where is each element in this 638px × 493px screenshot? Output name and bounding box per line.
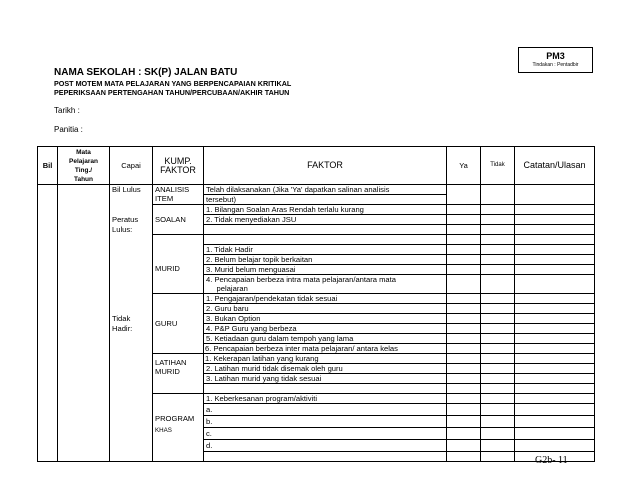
faktor-guru-6: 6. Pencapaian berbeza inter mata pelajaran/ antara kelas: [204, 344, 447, 354]
catatan-cell[interactable]: [515, 294, 595, 304]
ya-cell[interactable]: [447, 275, 481, 294]
group-soalan: SOALAN: [153, 205, 204, 235]
ya-cell[interactable]: [447, 314, 481, 324]
capai-blank: [110, 428, 153, 440]
table-row: [38, 314, 595, 324]
ya-cell[interactable]: [447, 304, 481, 314]
latihan-line1: LATIHAN: [155, 358, 187, 367]
table-row: [38, 404, 595, 416]
faktor-murid-2: 2. Belum belajar topik berkaitan: [204, 255, 447, 265]
faktor-murid-4a: 4. Pencapaian berbeza intra mata pelajaran/antara mata: [204, 275, 447, 285]
table-row: [38, 374, 595, 384]
ya-cell[interactable]: [447, 255, 481, 265]
program-line1: PROGRAM: [155, 414, 195, 423]
pm3-box: [518, 47, 593, 73]
faktor-program-1: 1. Keberkesanan program/aktiviti: [204, 394, 447, 404]
page-number: G2b- 11: [535, 455, 568, 466]
table-row: [38, 440, 595, 452]
faktor-guru-4: 4. P&P Guru yang berbeza: [204, 324, 447, 334]
faktor-guru-2: 2. Guru baru: [204, 304, 447, 314]
group-program-khas: [153, 394, 204, 462]
col-capai: Capai: [110, 147, 153, 185]
capai-blank: [110, 195, 153, 205]
capai-blank: [110, 354, 153, 364]
mata-pelajaran-cell[interactable]: [58, 185, 110, 462]
capai-blank: [110, 255, 153, 265]
table-row: [38, 324, 595, 334]
col-kump-line1: KUMP.: [164, 155, 192, 166]
faktor-guru-1: 1. Pengajaran/pendekatan tidak sesuai: [204, 294, 447, 304]
ya-cell[interactable]: [447, 440, 481, 452]
tidak-cell[interactable]: [481, 215, 515, 225]
tidak-cell[interactable]: [481, 225, 515, 235]
catatan-cell[interactable]: [515, 304, 595, 314]
table-row: [38, 394, 595, 404]
catatan-cell[interactable]: [515, 364, 595, 374]
col-mp-line1: Mata: [76, 148, 91, 156]
ya-cell[interactable]: [447, 225, 481, 235]
tarikh-label: Tarikh :: [54, 106, 80, 115]
catatan-cell[interactable]: [515, 275, 595, 294]
capai-blank: [110, 265, 153, 275]
col-mp-line2: Pelajaran: [69, 157, 98, 165]
catatan-cell[interactable]: [515, 255, 595, 265]
capai-blank: [110, 404, 153, 416]
catatan-cell[interactable]: [515, 265, 595, 275]
table-row: [38, 304, 595, 314]
ya-cell[interactable]: [447, 394, 481, 404]
capai-bil-lulus: Bil Lulus: [110, 185, 153, 195]
ya-cell[interactable]: [447, 384, 481, 394]
ya-cell[interactable]: [447, 185, 481, 205]
tidak-cell[interactable]: [481, 185, 515, 205]
faktor-program-d: d.: [204, 440, 447, 452]
postmortem-table: [37, 146, 595, 462]
table-row: [38, 245, 595, 255]
tidak-cell[interactable]: [481, 294, 515, 304]
capai-blank: [110, 235, 153, 245]
faktor-soalan-1: 1. Bilangan Soalan Aras Rendah terlalu kurang: [204, 205, 447, 215]
tidak-cell[interactable]: [481, 374, 515, 384]
faktor-guru-5: 5. Ketiadaan guru dalam tempoh yang lama: [204, 334, 447, 344]
col-mp-line3: Ting./: [74, 166, 93, 174]
ya-cell[interactable]: [447, 334, 481, 344]
ya-cell[interactable]: [447, 324, 481, 334]
catatan-cell[interactable]: [515, 334, 595, 344]
program-line2: KHAS: [155, 427, 172, 434]
form-code: PM3: [546, 51, 565, 61]
table-row: [38, 225, 595, 235]
col-catatan: Catatan/Ulasan: [515, 147, 595, 185]
capai-blank: [110, 440, 153, 452]
catatan-cell[interactable]: [515, 354, 595, 364]
catatan-cell[interactable]: [515, 404, 595, 416]
table-row: [38, 334, 595, 344]
tidak-cell[interactable]: [481, 334, 515, 344]
tidak-cell[interactable]: [481, 354, 515, 364]
table-row: [38, 215, 595, 225]
faktor-program-b: b.: [204, 416, 447, 428]
table-row: [38, 294, 595, 304]
ya-cell[interactable]: [447, 374, 481, 384]
capai-blank: [110, 384, 153, 394]
faktor-blank: [204, 452, 447, 462]
catatan-cell[interactable]: [515, 324, 595, 334]
tidak-cell[interactable]: [481, 394, 515, 404]
tidak-cell[interactable]: [481, 324, 515, 334]
tidak-cell[interactable]: [481, 205, 515, 215]
header-row: [38, 147, 595, 185]
ya-cell[interactable]: [447, 205, 481, 215]
catatan-cell[interactable]: [515, 394, 595, 404]
table-row: [38, 384, 595, 394]
col-mp-line4: Tahun: [73, 175, 93, 183]
faktor-latihan-2: 2. Latihan murid tidak disemak oleh guru: [204, 364, 447, 374]
group-murid: MURID: [153, 245, 204, 294]
table-row: [38, 452, 595, 462]
faktor-murid-1: 1. Tidak Hadir: [204, 245, 447, 255]
ya-cell[interactable]: [447, 344, 481, 354]
tidak-cell[interactable]: [481, 440, 515, 452]
table-row: [38, 364, 595, 374]
group-latihan-murid: [153, 354, 204, 394]
capai-blank: [110, 294, 153, 304]
bil-cell[interactable]: [38, 185, 58, 462]
ya-cell[interactable]: [447, 235, 481, 245]
capai-blank: [110, 374, 153, 384]
group-blank: [153, 235, 204, 245]
col-tidak: Tidak: [481, 147, 515, 185]
ya-cell[interactable]: [447, 416, 481, 428]
faktor-murid-3: 3. Murid belum menguasai: [204, 265, 447, 275]
faktor-murid-4b: pelajaran: [204, 284, 447, 294]
form-action: Tindakan : Pentadbir: [532, 62, 579, 68]
table-row: [38, 265, 595, 275]
tidak-cell[interactable]: [481, 404, 515, 416]
group-analisis-item: [153, 185, 204, 205]
catatan-cell[interactable]: [515, 235, 595, 245]
tidak-cell[interactable]: [481, 304, 515, 314]
catatan-cell[interactable]: [515, 215, 595, 225]
tidak-cell[interactable]: [481, 428, 515, 440]
analisis-line1: ANALISIS: [155, 185, 190, 194]
capai-blank: [110, 416, 153, 428]
ya-cell[interactable]: [447, 428, 481, 440]
capai-tidak-1: Tidak: [110, 314, 153, 324]
catatan-cell[interactable]: [515, 374, 595, 384]
form-title: [54, 79, 291, 97]
capai-blank: [110, 364, 153, 374]
faktor-blank: [204, 235, 447, 245]
analisis-line2: ITEM: [155, 194, 174, 203]
ya-cell[interactable]: [447, 265, 481, 275]
faktor-blank: [204, 384, 447, 394]
ya-cell[interactable]: [447, 364, 481, 374]
catatan-cell[interactable]: [515, 314, 595, 324]
catatan-cell[interactable]: [515, 205, 595, 215]
faktor-program-c: c.: [204, 428, 447, 440]
tidak-cell[interactable]: [481, 384, 515, 394]
capai-blank: [110, 284, 153, 294]
table-row: [38, 428, 595, 440]
capai-blank: [110, 205, 153, 215]
table-row: [38, 235, 595, 245]
faktor-program-a: a.: [204, 404, 447, 416]
tidak-cell[interactable]: [481, 255, 515, 265]
panitia-label: Panitia :: [54, 125, 83, 134]
col-bil: Bil: [38, 147, 58, 185]
catatan-cell[interactable]: [515, 416, 595, 428]
catatan-cell[interactable]: [515, 185, 595, 205]
table-row: [38, 255, 595, 265]
col-kump-faktor: [153, 147, 204, 185]
catatan-cell[interactable]: [515, 225, 595, 235]
col-kump-line2: FAKTOR: [160, 164, 196, 175]
catatan-cell[interactable]: [515, 384, 595, 394]
catatan-cell[interactable]: [515, 428, 595, 440]
col-faktor: FAKTOR: [204, 147, 447, 185]
school-name: NAMA SEKOLAH : SK(P) JALAN BATU: [54, 67, 238, 78]
faktor-soalan-2: 2. Tidak menyediakan JSU: [204, 215, 447, 225]
tidak-cell[interactable]: [481, 245, 515, 255]
title-line-2: PEPERIKSAAN PERTENGAHAN TAHUN/PERCUBAAN/AKHIR TAHUN: [54, 88, 290, 97]
faktor-analisis-1: Telah dilaksanakan (Jika 'Ya' dapatkan salinan analisis: [204, 185, 447, 195]
capai-blank: [110, 344, 153, 354]
tidak-cell[interactable]: [481, 416, 515, 428]
capai-blank: [110, 304, 153, 314]
col-mata-pelajaran: [58, 147, 110, 185]
table-row: [38, 205, 595, 215]
tidak-cell[interactable]: [481, 314, 515, 324]
ya-cell[interactable]: [447, 294, 481, 304]
title-line-1: POST MOTEM MATA PELAJARAN YANG BERPENCAPAIAN KRITIKAL: [54, 79, 292, 88]
capai-blank: [110, 245, 153, 255]
table-row: [38, 416, 595, 428]
ya-cell[interactable]: [447, 404, 481, 416]
tidak-cell[interactable]: [481, 275, 515, 294]
ya-cell[interactable]: [447, 354, 481, 364]
tidak-cell[interactable]: [481, 265, 515, 275]
capai-peratus-2: Lulus:: [110, 225, 153, 235]
latihan-line2: MURID: [155, 367, 180, 376]
ya-cell[interactable]: [447, 452, 481, 462]
capai-blank: [110, 394, 153, 404]
faktor-latihan-1: 1. Kekerapan latihan yang kurang: [204, 354, 447, 364]
faktor-analisis-2: tersebut): [204, 195, 447, 205]
capai-blank: [110, 275, 153, 285]
ya-cell[interactable]: [447, 215, 481, 225]
faktor-blank: [204, 225, 447, 235]
tidak-cell[interactable]: [481, 452, 515, 462]
capai-blank: [110, 334, 153, 344]
table-row: [38, 354, 595, 364]
faktor-guru-3: 3. Bukan Option: [204, 314, 447, 324]
catatan-cell[interactable]: [515, 440, 595, 452]
group-guru: GURU: [153, 294, 204, 354]
capai-blank: [110, 452, 153, 462]
catatan-cell[interactable]: [515, 344, 595, 354]
catatan-cell[interactable]: [515, 245, 595, 255]
tidak-cell[interactable]: [481, 235, 515, 245]
ya-cell[interactable]: [447, 245, 481, 255]
capai-tidak-2: Hadir:: [110, 324, 153, 334]
table-row: [38, 275, 595, 285]
tidak-cell[interactable]: [481, 344, 515, 354]
table-row: [38, 185, 595, 195]
table-row: [38, 344, 595, 354]
tidak-cell[interactable]: [481, 364, 515, 374]
col-ya: Ya: [447, 147, 481, 185]
capai-peratus-1: Peratus: [110, 215, 153, 225]
faktor-latihan-3: 3. Latihan murid yang tidak sesuai: [204, 374, 447, 384]
